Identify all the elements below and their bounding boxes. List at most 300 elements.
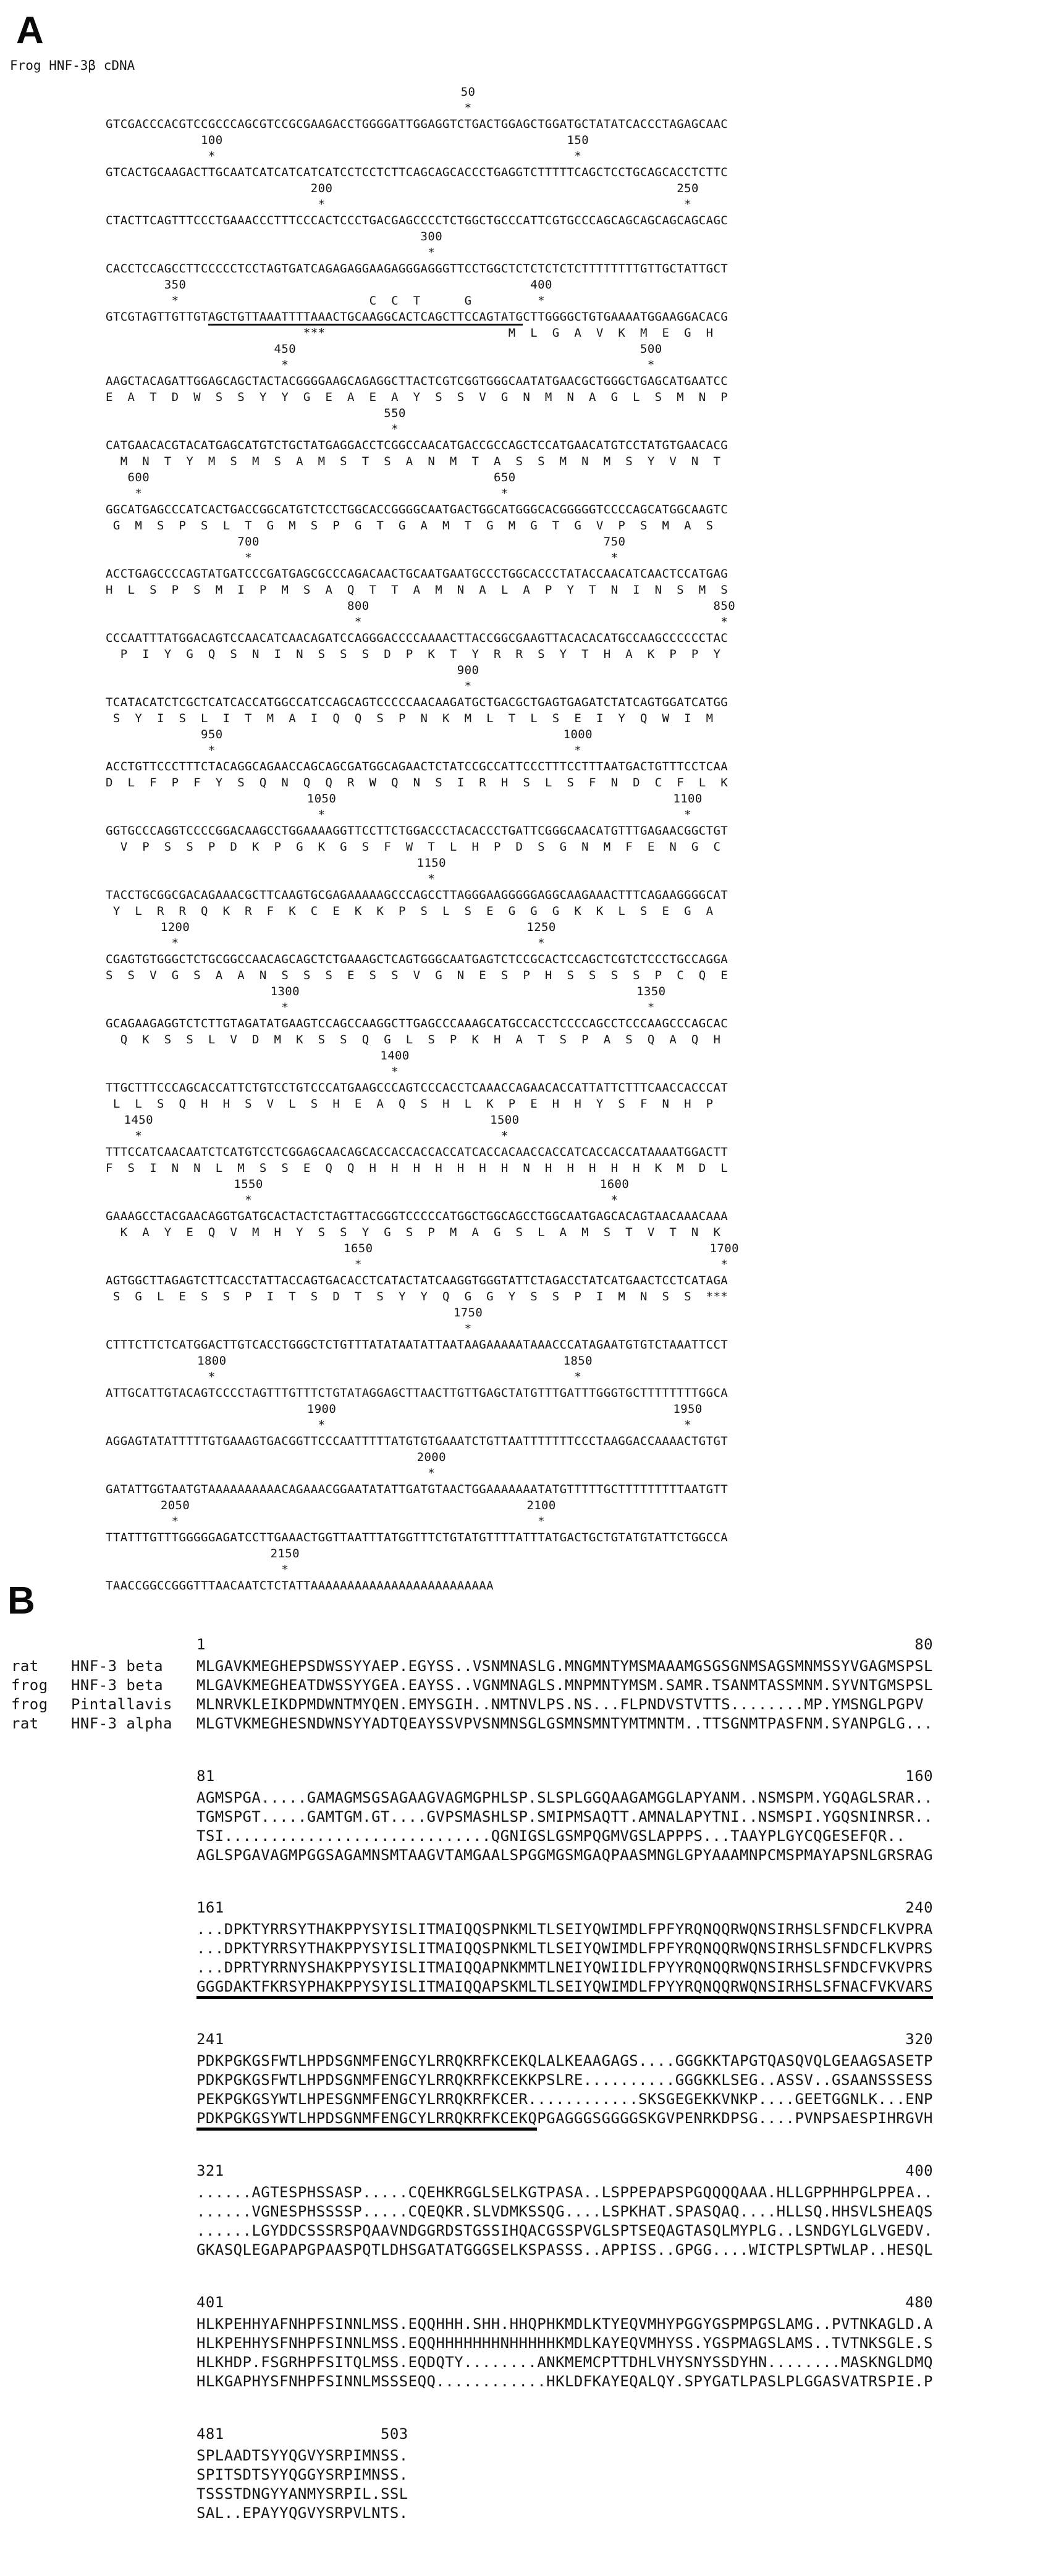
sequence-line-group — [106, 1048, 735, 1112]
sequence-line-group — [106, 1353, 735, 1401]
position-number: 1250 — [526, 920, 556, 934]
marker-number-row — [106, 1112, 735, 1128]
alignment-row — [196, 1846, 933, 1865]
position-number: 900 — [457, 663, 479, 677]
dna-sequence-line: TTTCCATCAACAATCTCATGTCCTCGGAGCAACAGCACCACCACCACCATCACCACAACCACCATCACCACCATAAAATGGACTT — [106, 1145, 728, 1159]
position-number: 450 — [274, 342, 297, 356]
sequence-line-group — [106, 919, 735, 983]
marker-number-row — [106, 919, 735, 935]
position-asterisk: * — [500, 487, 509, 500]
range-start-number: 401 — [196, 2294, 224, 2311]
sequence-line-group — [106, 341, 735, 405]
alignment-range-row — [196, 1767, 933, 1788]
translation-line: S Y I S L I T M A I Q Q S P N K M L T L S E I Y Q W I M — [106, 712, 736, 725]
protein-segment: MLGAVKMEGHEATDWSSYYGEA.EAYSS..VGNMNAGLS.MNPMNTYMSM.SAMR.TSANMTASSMNM.SYVNTGMSPSL — [196, 1677, 933, 1694]
position-number: 1200 — [160, 920, 190, 934]
position-number: 650 — [494, 471, 516, 484]
translation-line: S G L E S S P I T S D T S Y Y Q G G Y S S P I M N S S *** — [106, 1290, 736, 1303]
protein-segment: MLGTVKMEGHESNDWNSYYADTQEAYSSVPVSNMNSGLGSMNSMNTYMTMNTM..TTSGNMTPASFNM.SYANPGLG... — [196, 1715, 933, 1732]
marker-number-row — [106, 662, 735, 678]
species-label: frog — [11, 1677, 48, 1694]
protein-alignment-panel — [11, 1636, 933, 2557]
dna-sequence-line: GAAAGCCTACGAACAGGTGATGCACTACTCTAGTTACGGGTCCCCCATGGCTGGCAGCCTGGCAATGAGCACAGTAACAAACAAA — [106, 1210, 728, 1223]
marker-asterisk-row — [106, 1000, 735, 1016]
species-label: rat — [11, 1657, 39, 1675]
marker-asterisk-row — [106, 935, 735, 951]
position-number: 1550 — [234, 1177, 263, 1191]
sequence-line-group — [106, 855, 735, 919]
position-number: 500 — [640, 342, 662, 356]
sequence-line-group — [106, 84, 735, 132]
marker-number-row — [106, 1176, 735, 1192]
dna-sequence-line: TAACCGGCCGGGTTTAACAATCTCTATTAAAAAAAAAAAAAAAAAAAAAAAAA — [106, 1579, 494, 1593]
position-number: 200 — [310, 182, 333, 195]
position-asterisk: * — [538, 294, 545, 308]
alignment-block — [196, 2425, 933, 2523]
protein-segment: ......AGTESPHSSASP.....CQEHKRGGLSELKGTPASA..LSPPEPAPSPGQQQQAAA.HLLGPPHHPGLPPEA.. — [196, 2184, 933, 2201]
range-end-number: 320 — [905, 2031, 933, 2048]
translation-line: Y L R R Q K R F K C E K K P S L S E G G G K K L S E G A — [106, 904, 736, 918]
alignment-block — [196, 2162, 933, 2260]
position-asterisk: * — [720, 1258, 728, 1271]
sequence-line-group — [106, 598, 735, 662]
figure-title: Frog HNF-3β cDNA — [10, 58, 135, 73]
alignment-row — [196, 2465, 933, 2485]
marker-number-row — [106, 726, 735, 743]
position-number: 400 — [530, 278, 552, 292]
alignment-row — [196, 2372, 933, 2391]
position-asterisk: * — [135, 487, 143, 500]
protein-segment: HLKGAPHYSFNHPFSINNLMSSSEQQ............HKLDFKAYEQALQY.SPYGATLPASLPLGGASVATRSPIE.P — [196, 2373, 933, 2390]
position-asterisk: * — [171, 294, 179, 308]
marker-number-row — [106, 84, 735, 100]
position-asterisk: * — [318, 1418, 326, 1432]
dna-sequence-line: GATATTGGTAATGTAAAAAAAAAACAGAAACGGAATATATTGATGTAACTGGAAAAAAATATGTTTTTGCTTTTTTTTTAATGTT — [106, 1483, 728, 1496]
position-asterisk: * — [135, 1129, 143, 1143]
sequence-line-group — [106, 132, 735, 180]
protein-segment: PEKPGKGSYWTLHPESGNMFENGCYLRRQKRFKCER............SKSGEGEKKVNKP....GEETGGNLK...ENP — [196, 2090, 933, 2108]
marker-asterisk-row — [106, 245, 735, 261]
protein-segment: TSI.............................QGNIGSLGSMPQGMVGSLAPPPS...TAAYPLGYCQGESEFQR.. — [196, 1827, 906, 1845]
marker-asterisk-row — [106, 1369, 735, 1385]
dna-sequence-line: ACCTGAGCCCCAGTATGATCCCGATGAGCGCCCAGACAACTGCAATGAATGCCCTGGCACCCTATACCAACATCAACTCCATGAG — [106, 567, 728, 581]
marker-asterisk-row — [106, 100, 735, 116]
position-number: 1800 — [197, 1354, 227, 1368]
position-asterisk: * — [500, 1129, 509, 1143]
dna-segment: CTTGGGGCTGTGAAAATGGAAGGACACG — [523, 310, 728, 324]
protein-segment-underlined: PDKPGKGSYWTLHPDSGNMFENGCYLRRQKRFKCEKQ — [196, 2110, 537, 2131]
translation-line: F S I N N L M S S E Q Q H H H H H H H N H H H H H K M D L — [106, 1161, 736, 1175]
position-asterisk: * — [684, 1418, 691, 1432]
range-end-number: 480 — [905, 2294, 933, 2311]
marker-asterisk-row — [106, 1321, 735, 1337]
alignment-row — [196, 1920, 933, 1939]
gene-label: HNF-3 beta — [71, 1657, 163, 1675]
marker-number-row — [106, 277, 735, 293]
dna-sequence-line: TTATTTGTTTGGGGGAGATCCTTGAAACTGGTTAATTTATGGTTTCTGTATGTTTTATTTATGACTGCTGTATGTATTCTGGCCA — [106, 1531, 728, 1544]
position-asterisk: * — [171, 1515, 179, 1528]
position-number: 1650 — [344, 1242, 373, 1255]
position-number: 1850 — [563, 1354, 593, 1368]
position-number: 1600 — [599, 1177, 630, 1191]
position-number: 1100 — [673, 792, 703, 806]
dna-sequence-line: TACCTGCGGCGACAGAAACGCTTCAAGTGCGAGAAAAAGCCCAGCCTTAGGGAAGGGGGAGGCAAGAAACTTTCAGAAGGGGCAT — [106, 888, 728, 902]
protein-segment: TGMSPGT.....GAMTGM.GT....GVPSMASHLSP.SMIPMSAQTT.AMNALAPYTNI..NSMSPI.YGQSNINRSR.. — [196, 1808, 933, 1825]
range-start-number: 481 — [196, 2425, 224, 2443]
position-number: 1750 — [453, 1306, 483, 1320]
translation-line: S S V G S A A N S S S E S S V G N E S P H S S S S P C Q E — [106, 969, 736, 982]
marker-number-row — [106, 1048, 735, 1064]
marker-number-row — [106, 1240, 740, 1256]
marker-asterisk-row — [106, 486, 735, 502]
gene-label: Pintallavis — [71, 1696, 172, 1713]
marker-asterisk-row — [106, 678, 735, 694]
alignment-row — [196, 2334, 933, 2353]
range-end-number: 503 — [380, 2425, 408, 2443]
translation-line: H L S P S M I P M S A Q T T A M N A L A P Y T N I N S M S — [106, 583, 736, 597]
translation-line: Q K S S L V D M K S S Q G L S P K H A T S P A S Q A Q H — [106, 1033, 736, 1046]
range-end-number: 240 — [905, 1899, 933, 1916]
dna-segment-underlined: AGCTGTTAAATTTTAAACTGCAAGGCACTCAGCTTCCAGTATG — [208, 310, 523, 326]
marker-number-row — [106, 132, 735, 148]
marker-asterisk-row — [106, 614, 735, 630]
position-asterisk: * — [354, 615, 362, 629]
dna-sequence-line: TCATACATCTCGCTCATCACCATGGCCATCCAGCAGTCCCCCAACAAGATGCTGACGCTGAGTGAGATCTATCAGTGGATCATGG — [106, 696, 728, 709]
dna-sequence-line: TTGCTTTCCCAGCACCATTCTGTCCTGTCCCATGAAGCCCAGTCCCACCTCAAACCAGAACACCATTATTCTTTCAACCACCCAT — [106, 1081, 728, 1095]
sequence-line-group — [106, 1546, 735, 1594]
position-asterisk: * — [574, 149, 582, 163]
position-asterisk: * — [647, 1001, 655, 1014]
dna-sequence-line: CATGAACACGTACATGAGCATGTCTGCTATGAGGACCTCGGCCAACATGACCGCCAGCTCCATGAACATGTCCTATGTGAACACG — [106, 439, 728, 452]
marker-number-row — [106, 1546, 735, 1562]
position-number: 2150 — [270, 1547, 300, 1560]
marker-number-row — [106, 180, 735, 196]
translation-line: D L F P F Y S Q N Q Q R W Q N S I R H S L S F N D C F L K — [106, 776, 736, 789]
marker-number-row — [106, 1497, 735, 1513]
dna-sequence-line: GTCACTGCAAGACTTGCAATCATCATCATCATCCTCCTCTTCAGCAGCACCCTGAGGTCTTTTTCAGCTCCTGCAGCACCTCTTC — [106, 166, 728, 179]
protein-segment: PDKPGKGSFWTLHPDSGNMFENGCYLRRQKRFKCEKQLALKEAAGAGS....GGGKKTAPGTQASQVQLGEAAGSASETP — [196, 2052, 933, 2069]
alignment-row — [196, 2071, 933, 2090]
position-number: 1000 — [563, 728, 593, 741]
dna-sequence-line: AGGAGTATATTTTTGTGAAAGTGACGGTTCCCAATTTTTATGTGTGAAATCTGTTAATTTTTTTCCCTAAGGACCAAAACTGTGT — [106, 1434, 728, 1448]
alignment-block — [196, 2294, 933, 2391]
position-asterisk: * — [610, 1193, 619, 1207]
alignment-range-row — [196, 2294, 933, 2315]
marker-number-row — [106, 855, 735, 871]
alignment-range-row — [196, 2425, 933, 2446]
marker-number-row — [106, 791, 735, 807]
sequence-line-group — [106, 1497, 735, 1546]
range-start-number: 241 — [196, 2031, 224, 2048]
position-number: 750 — [603, 535, 626, 549]
position-number: 1150 — [416, 856, 447, 870]
position-asterisk: * — [574, 744, 582, 757]
alignment-row — [196, 1788, 933, 1808]
protein-segment-underlined: GGGDAKTFKRSYPHAKPPYSYISLITMAIQQAPSKMLTLSEIYQWIMDLFPYYRQNQQRWQNSIRHSLSFNACFVKVARS — [196, 1978, 933, 1999]
position-asterisk: * — [245, 551, 252, 565]
marker-asterisk-row — [106, 148, 735, 164]
sequence-line-group — [106, 1240, 740, 1305]
position-number: 2050 — [160, 1499, 190, 1512]
position-asterisk: * — [684, 198, 691, 211]
dna-sequence-line: CCCAATTTATGGACAGTCCAACATCAACAGATCCAGGGACCCCAAAACTTACCGGCGAAGTTACACACATGCCAAGCCCCCCTAC — [106, 631, 728, 645]
sequence-line-group — [106, 469, 735, 534]
marker-asterisk-row — [106, 1513, 735, 1530]
sequence-line-group — [106, 405, 735, 469]
alignment-row — [11, 1657, 933, 1676]
position-asterisk: * — [647, 358, 655, 372]
protein-segment: HLKHDP.FSGRHPFSITQLMSS.EQDQTY........ANKMEMCPTTDHLVHYSNYSSDYHN........MASKNGLDMQ — [196, 2354, 933, 2371]
dna-sequence-line — [106, 309, 735, 325]
dna-sequence-line: GGTGCCCAGGTCCCCGGACAAGCCTGGAAAAGGTTCCTTCTGGACCCTACACCCTGATTCGGGCAACATGTTTGAGAACGGCTGT — [106, 824, 728, 838]
marker-asterisk-row — [106, 357, 735, 373]
protein-segment: MLGAVKMEGHEPSDWSSYYAEP.EGYSS..VSNMNASLG.MNGMNTYMSMAAAMGSGSGNMSAGSMNMSSYVGAGMSPSL — [196, 1657, 933, 1675]
position-number: 800 — [347, 599, 369, 613]
position-asterisk: * — [281, 1563, 289, 1576]
dna-sequence-line: CTACTTCAGTTTCCCTGAAACCCTTTCCCACTCCCTGACGAGCCCCTCTGGCTGCCCATTCGTGCCCAGCAGCAGCAGCAGCAGC — [106, 214, 728, 227]
marker-number-row — [106, 1401, 735, 1417]
position-number: 250 — [677, 182, 699, 195]
alignment-row — [196, 2202, 933, 2221]
position-number: 1950 — [673, 1402, 703, 1416]
position-asterisk: * — [281, 358, 289, 372]
alignment-row — [196, 2052, 933, 2071]
sequence-line-group — [106, 726, 735, 791]
marker-asterisk-row — [106, 1562, 735, 1578]
alignment-row — [196, 1939, 933, 1958]
marker-number-row — [106, 1305, 735, 1321]
protein-segment: SPITSDTSYYQGGYSRPIMNSS. — [196, 2466, 408, 2483]
alignment-row — [196, 1958, 933, 1977]
marker-number-row — [106, 1353, 735, 1369]
marker-asterisk-row — [106, 1128, 735, 1144]
marker-number-row — [106, 983, 735, 1000]
alignment-row — [196, 2221, 933, 2241]
protein-segment: HLKPEHHYSFNHPFSINNLMSS.EQQHHHHHHHNHHHHHKMDLKAYEQVMHYSS.YGSPMAGSLAMS..TVTNKSGLE.S — [196, 2334, 933, 2352]
alignment-row — [196, 2446, 933, 2465]
position-number: 50 — [460, 85, 476, 99]
marker-asterisk-row — [106, 1256, 735, 1273]
position-asterisk: * — [610, 551, 619, 565]
translation-line: *** M L G A V K M E G H — [106, 326, 736, 340]
alignment-row — [196, 2315, 933, 2334]
sequence-line-group — [106, 229, 735, 277]
panel-b-label: B — [7, 1580, 35, 1622]
position-asterisk: * — [464, 101, 472, 115]
position-number: 2100 — [526, 1499, 556, 1512]
position-asterisk: * — [171, 937, 179, 950]
position-number: 950 — [201, 728, 223, 741]
position-number: 1900 — [306, 1402, 337, 1416]
sequence-line-group — [106, 180, 735, 229]
range-end-number: 80 — [914, 1636, 933, 1653]
alignment-row — [196, 2353, 933, 2372]
position-asterisk: * — [428, 872, 436, 886]
position-asterisk: * — [538, 937, 545, 950]
position-asterisk: * — [464, 1322, 472, 1336]
marker-asterisk-row — [106, 196, 735, 213]
alignment-row — [196, 1827, 933, 1846]
position-asterisk: * — [464, 680, 472, 693]
marker-asterisk-row — [106, 743, 735, 759]
translation-line: L L S Q H H S V L S H E A Q S H L K P E H H Y S F N H P — [106, 1097, 736, 1111]
dna-sequence-line: GGCATGAGCCCATCACTGACCGGCATGTCTCCTGGCACCGGGGCAATGACTGGCATGGGCACGGGGGTCCCCAGCATGGCAAGTC — [106, 503, 728, 516]
alignment-block — [11, 1636, 933, 1733]
protein-segment: HLKPEHHYAFNHPFSINNLMSS.EQQHHH.SHH.HHQPHKMDLKTYEQVMHYPGGYGSPMPGSLAMG..PVTNKAGLD.A — [196, 2315, 933, 2333]
marker-asterisk-row — [106, 1417, 735, 1433]
position-asterisk: * — [281, 1001, 289, 1014]
position-number: 700 — [237, 535, 260, 549]
position-number: 1350 — [636, 985, 666, 998]
position-asterisk: * — [318, 198, 326, 211]
sequence-line-group — [106, 983, 735, 1048]
protein-segment: GKASQLEGAPAPGPAASPQTLDHSGATATGGGSELKSPASSS..APPISS..GPGG....WICTPLSPTWLAP..HESQL — [196, 2241, 933, 2258]
position-asterisk: * — [208, 149, 216, 163]
alignment-row — [196, 1977, 933, 1997]
marker-number-row — [106, 534, 735, 550]
sequence-line-group — [106, 1112, 735, 1176]
sequence-line-group — [106, 662, 735, 726]
translation-line: G M S P S L T G M S P G T G A M T G M G T G V P S M A S — [106, 519, 736, 532]
position-number: 100 — [201, 133, 223, 147]
dna-sequence-line: AAGCTACAGATTGGAGCAGCTACTACGGGGAAGCAGAGGCTTACTCGTCGGTGGGCAATATGAACGCTGGGCTGAGCATGAATCC — [106, 374, 728, 388]
dna-sequence-line: ATTGCATTGTACAGTCCCCTAGTTTGTTTCTGTATAGGAGCTTAACTTGTTGAGCTATGTTTGATTTGGGTGCTTTTTTTTGGCA — [106, 1386, 728, 1400]
sequence-line-group — [106, 1401, 735, 1449]
range-start-number: 1 — [196, 1636, 206, 1653]
position-asterisk: * — [428, 1467, 436, 1480]
translation-line: V P S S P D K P G K G S F W T L H P D S G N M F E N G C — [106, 840, 736, 854]
sequence-line-group — [106, 791, 735, 855]
alignment-row — [196, 2183, 933, 2202]
protein-segment: ...DPKTYRRSYTHAKPPYSYISLITMAIQQSPNKMLTLSEIYQWIMDLFPFYRQNQQRWQNSIRHSLSFNDCFLKVPRA — [196, 1921, 933, 1938]
alignment-range-row — [196, 2031, 933, 2052]
variant-nucleotide: T — [413, 294, 421, 308]
sequence-line-group — [106, 1305, 735, 1353]
alignment-block — [196, 1899, 933, 1997]
protein-segment: AGMSPGA.....GAMAGMSGSAGAAGVAGMGPHLSP.SLSPLGGQAAGAMGGLAPYANM..NSMSPM.YGQAGLSRAR.. — [196, 1789, 933, 1806]
protein-segment: TSSSTDNGYYANMYSRPIL.SSL — [196, 2485, 408, 2502]
protein-segment: ......LGYDDCSSSRSPQAAVNDGGRDSTGSSIHQACGSSPVGLSPTSEQAGTASQLMYPLG..LSNDGYLGLVGEDV. — [196, 2222, 933, 2239]
sequence-line-group — [106, 277, 735, 341]
position-asterisk: * — [208, 1370, 216, 1384]
protein-segment: SAL..EPAYYQGVYSRPVLNTS. — [196, 2504, 408, 2522]
position-number: 600 — [127, 471, 150, 484]
alignment-row — [11, 1695, 933, 1714]
position-asterisk: * — [684, 808, 691, 822]
position-asterisk: * — [574, 1370, 582, 1384]
alignment-row — [11, 1676, 933, 1695]
alignment-row — [196, 2504, 933, 2523]
marker-number-row — [106, 341, 735, 357]
translation-line: M N T Y M S M S A M S T S A N M T A S S M N M S Y V N T — [106, 455, 736, 468]
position-number: 350 — [164, 278, 187, 292]
range-start-number: 321 — [196, 2162, 224, 2179]
position-number: 1300 — [270, 985, 300, 998]
position-asterisk: * — [538, 1515, 545, 1528]
marker-asterisk-row — [106, 1064, 735, 1080]
position-number: 1700 — [709, 1242, 740, 1255]
alignment-range-row — [196, 2162, 933, 2183]
alignment-block — [196, 2031, 933, 2128]
variant-nucleotide: G — [464, 294, 472, 308]
dna-sequence-line: AGTGGCTTAGAGTCTTCACCTATTACCAGTGACACCTCATACTATCAAGGTGGGTATTCTAGACCTATCATGAACTCCTCATAGA — [106, 1274, 728, 1287]
variant-nucleotide: C — [391, 294, 399, 308]
marker-number-row — [106, 405, 735, 421]
sequence-line-group — [106, 1176, 735, 1240]
range-end-number: 160 — [905, 1767, 933, 1785]
translation-line: E A T D W S S Y Y G E A E A Y S S V G N M N A G L S M N P — [106, 390, 736, 404]
species-label: rat — [11, 1715, 39, 1732]
protein-segment: SPLAADTSYYQGVYSRPIMNSS. — [196, 2447, 408, 2464]
alignment-block — [196, 1767, 933, 1865]
alignment-row — [196, 2485, 933, 2504]
position-number: 2000 — [416, 1450, 447, 1464]
protein-segment: ...DPRTYRRNYSHAKPPYSYISLITMAIQQAPNKMMTLNEIYQWIIDLFPYYRQNQQRWQNSIRHSLSFNDCFVKVPRS — [196, 1959, 933, 1976]
position-number: 150 — [567, 133, 589, 147]
position-number: 1450 — [124, 1113, 154, 1127]
protein-segment: PGAGGGSGGGGSKGVPENRKDPSG....PVNPSAESPIHRGVH — [537, 2110, 933, 2127]
position-number: 1400 — [380, 1049, 410, 1063]
alignment-row — [11, 1714, 933, 1733]
translation-line: P I Y G Q S N I N S S S D P K T Y R R S Y T H A K P P Y — [106, 647, 736, 661]
position-asterisk: * — [354, 1258, 362, 1271]
dna-sequence-line: GTCGACCCACGTCCGCCCAGCGTCCGCGAAGACCTGGGGATTGGAGGTCTGACTGGAGCTGGATGCTATATCACCCTAGAGCAAC — [106, 117, 728, 131]
alignment-range-row — [196, 1636, 933, 1657]
dna-sequence-line: ACCTGTTCCCTTTCTACAGGCAGAACCAGCAGCGATGGCAGAACTCTATCCGCCATTCCCTTTCCTTTAATGACTGTTTCCTCAA — [106, 760, 728, 773]
marker-number-row — [106, 229, 735, 245]
position-asterisk: * — [245, 1193, 252, 1207]
position-asterisk: * — [391, 423, 399, 436]
cdna-sequence-panel — [106, 84, 740, 1594]
position-number: 1050 — [306, 792, 337, 806]
sequence-line-group — [106, 1449, 735, 1497]
dna-sequence-line: GCAGAAGAGGTCTCTTGTAGATATGAAGTCCAGCCAAGGCTTGAGCCCAAAGCATGCCACCTCCCCAGCCTCCCAAGCCCAGCAC — [106, 1017, 728, 1030]
position-asterisk: * — [720, 615, 728, 629]
panel-a-label: A — [16, 9, 44, 52]
dna-sequence-line: CACCTCCAGCCTTCCCCCTCCTAGTGATCAGAGAGGAAGAGGGAGGGTTCCTGGCTCTCTCTCTCTTTTTTTTGTTGCTATTGCT — [106, 262, 728, 276]
dna-sequence-line: CGAGTGTGGGCTCTGCGGCCAACAGCAGCTCTGAAAGCTCAGTGGGCAATGAGTCTCCGCACTCCAGCTCGTCTCCCTGCCAGGA — [106, 953, 728, 966]
alignment-row — [196, 2109, 933, 2128]
range-start-number: 81 — [196, 1767, 215, 1785]
marker-number-row — [106, 469, 735, 486]
species-label: frog — [11, 1696, 48, 1713]
marker-asterisk-row — [106, 1192, 735, 1208]
gene-label: HNF-3 beta — [71, 1677, 163, 1694]
protein-segment: AGLSPGAVAGMPGGSAGAMNSMTAAGVTAMGAALSPGGMGSMGAQPAASMNGLGPYAAAMNPCMSPMAYAPSNLGRSRAG — [196, 1846, 933, 1864]
dna-segment: GTCGTAGTTGTTGT — [106, 310, 208, 324]
position-asterisk: * — [208, 744, 216, 757]
marker-asterisk-row — [106, 1465, 735, 1481]
protein-segment: PDKPGKGSFWTLHPDSGNMFENGCYLRRQKRFKCEKKPSLRE..........GGGKKLSEG..ASSV..GSAANSSSESS — [196, 2071, 933, 2089]
marker-asterisk-row — [106, 550, 735, 566]
protein-segment: ...DPKTYRRSYTHAKPPYSYISLITMAIQQSPNKMLTLSEIYQWIMDLFPFYRQNQQRWQNSIRHSLSFNDCFLKVPRS — [196, 1940, 933, 1957]
position-number: 300 — [420, 230, 443, 243]
marker-asterisk-row — [106, 421, 735, 437]
position-number: 850 — [713, 599, 736, 613]
dna-sequence-line: CTTTCTTCTCATGGACTTGTCACCTGGGCTCTGTTTATATAATATTAATAAGAAAAATAAACCCATAGAATGTGTCTAAATTCCT — [106, 1338, 728, 1352]
marker-number-row — [106, 598, 735, 614]
alignment-row — [196, 2090, 933, 2109]
protein-segment: ......VGNESPHSSSSP.....CQEQKR.SLVDMKSSQG....LSPKHAT.SPASQAQ....HLLSQ.HHSVLSHEAQS — [196, 2203, 933, 2220]
range-end-number: 400 — [905, 2162, 933, 2179]
position-asterisk: * — [391, 1065, 399, 1079]
marker-asterisk-row — [106, 293, 735, 309]
sequence-line-group — [106, 534, 735, 598]
protein-segment: MLNRVKLEIKDPMDWNTMYQEN.EMYSGIH..NMTNVLPS.NS...FLPNDVSTVTTS........MP.YMSNGLPGPV — [196, 1696, 924, 1713]
range-start-number: 161 — [196, 1899, 224, 1916]
alignment-row — [196, 1808, 933, 1827]
variant-nucleotide: C — [369, 294, 377, 308]
